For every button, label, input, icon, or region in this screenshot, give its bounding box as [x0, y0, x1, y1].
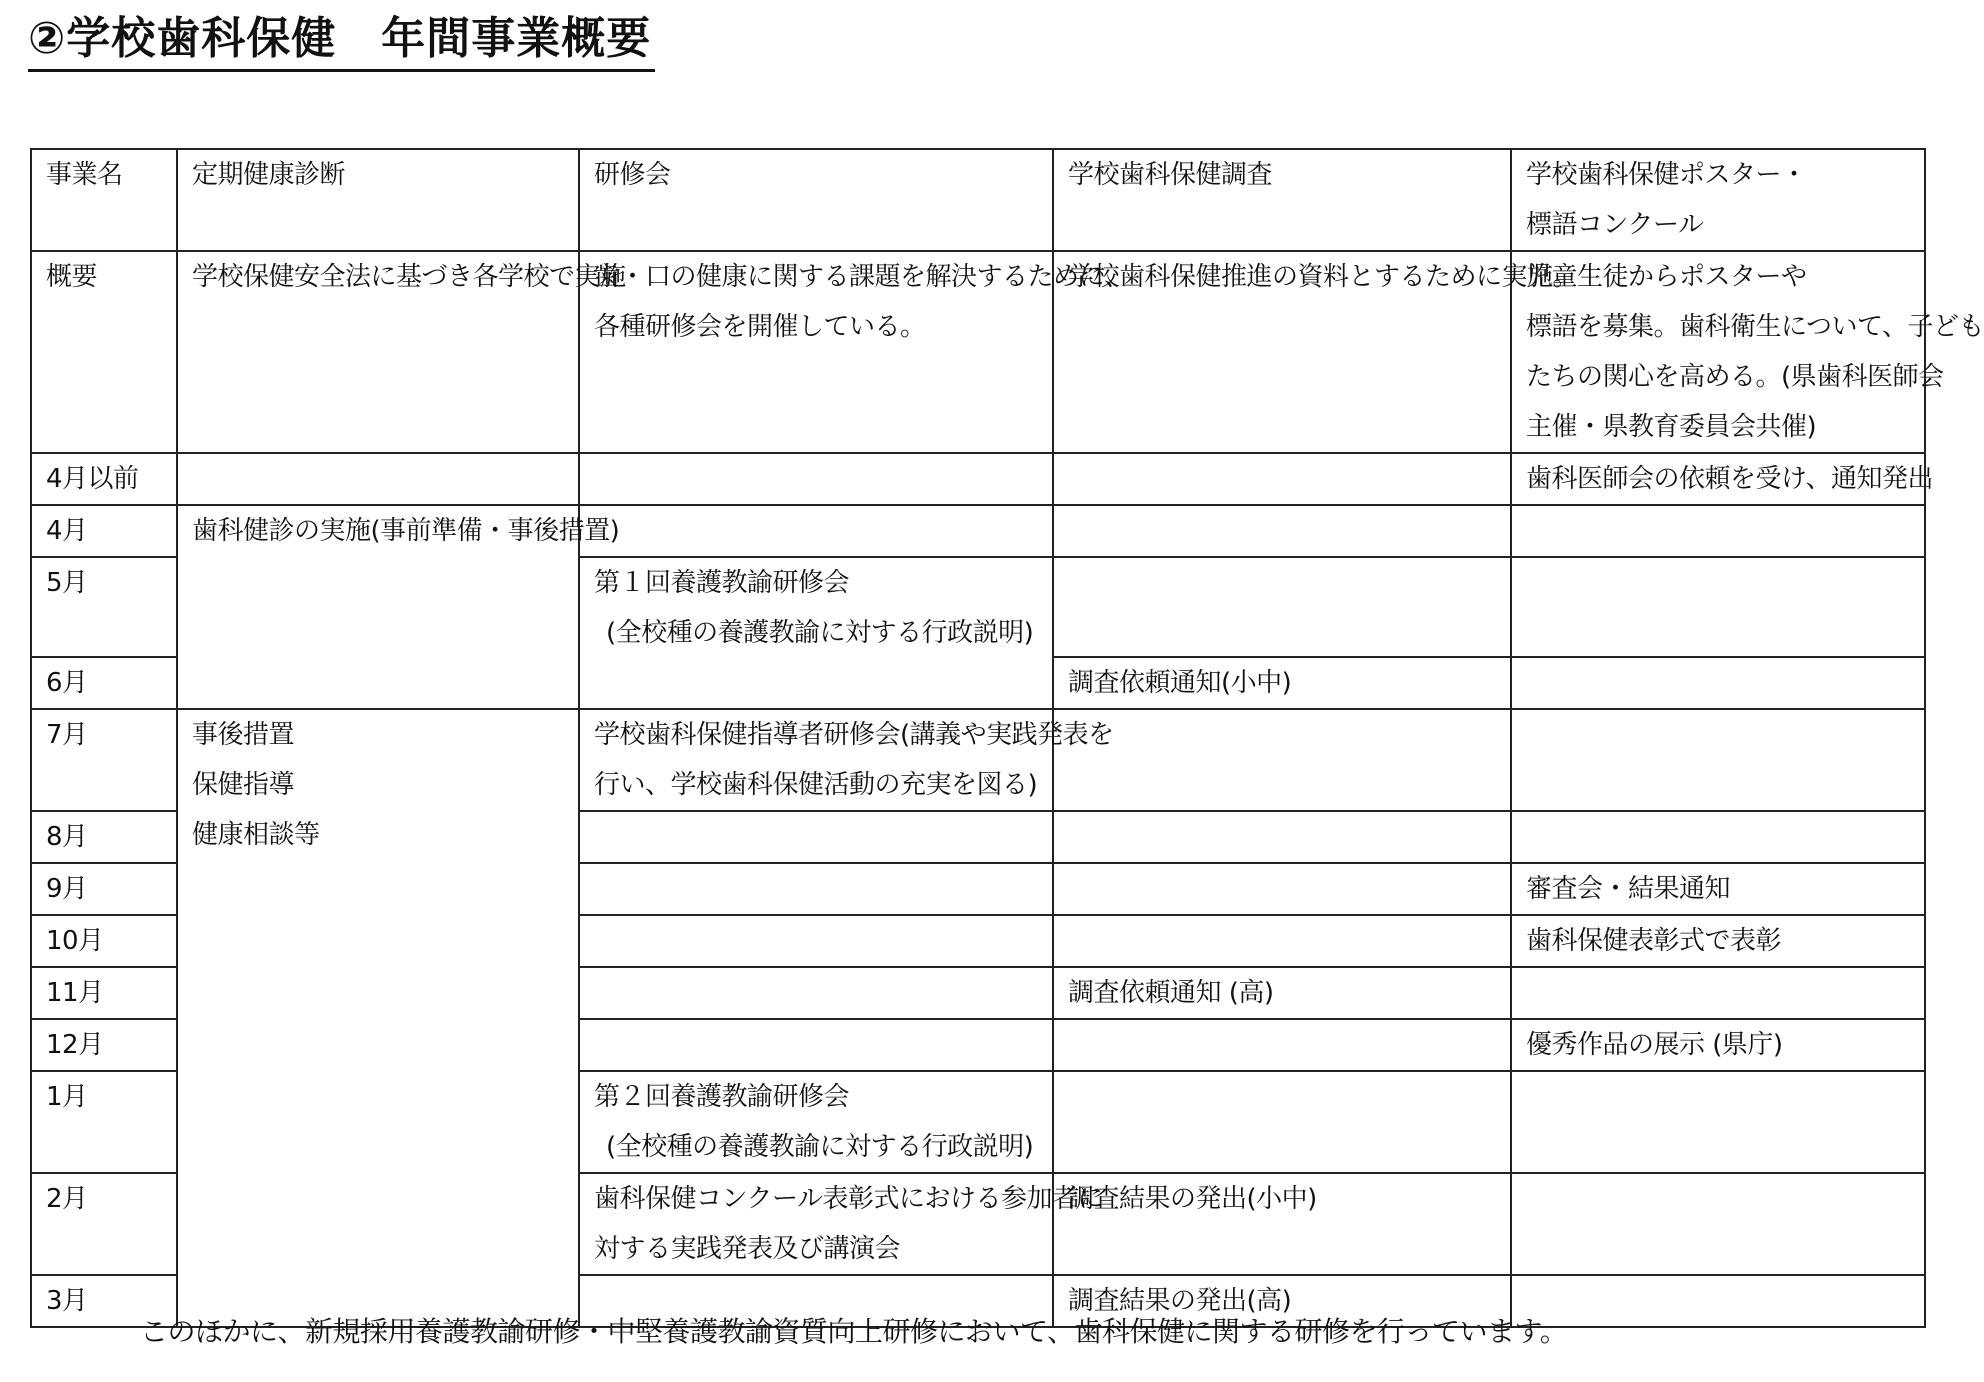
poster-december: 優秀作品の展示 (県庁) [1511, 1019, 1925, 1071]
header-cell-name: 事業名 [31, 149, 177, 251]
header-cell-poster: 学校歯科保健ポスター・ 標語コンクール [1511, 149, 1925, 251]
survey-june: 調査依頼通知(小中) [1053, 657, 1511, 709]
row-label: 2月 [31, 1173, 177, 1275]
checkup-july-march: 事後措置 保健指導 健康相談等 [177, 709, 579, 1327]
row-before-april [31, 453, 1925, 505]
row-label: 4月 [31, 505, 177, 557]
poster-september: 審査会・結果通知 [1511, 863, 1925, 915]
header-cell-checkup: 定期健康診断 [177, 149, 579, 251]
row-label: 概要 [31, 251, 177, 453]
footnote: このほかに、新規採用養護教諭研修・中堅養護教諭資質向上研修において、歯科保健に関する研修を行っています。 [140, 1315, 1568, 1348]
header-cell-training: 研修会 [579, 149, 1053, 251]
training-may: 第１回養護教諭研修会 (全校種の養護教諭に対する行政説明) [579, 557, 1053, 709]
training-february: 歯科保健コンクール表彰式における参加者に 対する実践発表及び講演会 [579, 1173, 1053, 1275]
training-january: 第２回養護教諭研修会 (全校種の養護教諭に対する行政説明) [579, 1071, 1053, 1173]
row-label: 11月 [31, 967, 177, 1019]
overview-poster: 児童生徒からポスターや 標語を募集。歯科衛生について、子ども たちの関心を高める。(県歯科医師会 主催・県教育委員会共催) [1511, 251, 1925, 453]
row-label: 9月 [31, 863, 177, 915]
row-label: 5月 [31, 557, 177, 657]
poster-october: 歯科保健表彰式で表彰 [1511, 915, 1925, 967]
header-cell-survey: 学校歯科保健調査 [1053, 149, 1511, 251]
row-april [31, 505, 1925, 557]
training-july: 学校歯科保健指導者研修会(講義や実践発表を 行い、学校歯科保健活動の充実を図る) [579, 709, 1053, 811]
row-july [31, 709, 1925, 811]
row-label: 8月 [31, 811, 177, 863]
overview-row [31, 251, 1925, 453]
overview-survey: 学校歯科保健推進の資料とするために実施。 [1053, 251, 1511, 453]
row-label: 6月 [31, 657, 177, 709]
survey-february: 調査結果の発出(小中) [1053, 1173, 1511, 1275]
overview-checkup: 学校保健安全法に基づき各学校で実施 [177, 251, 579, 453]
annual-schedule-table [30, 148, 1984, 1328]
poster-before-april: 歯科医師会の依頼を受け、通知発出 [1511, 453, 1925, 505]
survey-march: 調査結果の発出(高) [1053, 1275, 1511, 1327]
row-label: 4月以前 [31, 453, 177, 505]
page-title: ②学校歯科保健 年間事業概要 [28, 14, 655, 72]
row-label: 7月 [31, 709, 177, 811]
checkup-april-june: 歯科健診の実施(事前準備・事後措置) [177, 505, 579, 709]
row-label: 12月 [31, 1019, 177, 1071]
overview-training: 歯・口の健康に関する課題を解決するために、 各種研修会を開催している。 [579, 251, 1053, 453]
row-label: 1月 [31, 1071, 177, 1173]
row-label: 10月 [31, 915, 177, 967]
row-label: 3月 [31, 1275, 177, 1327]
survey-november: 調査依頼通知 (高) [1053, 967, 1511, 1019]
header-row [31, 149, 1925, 251]
